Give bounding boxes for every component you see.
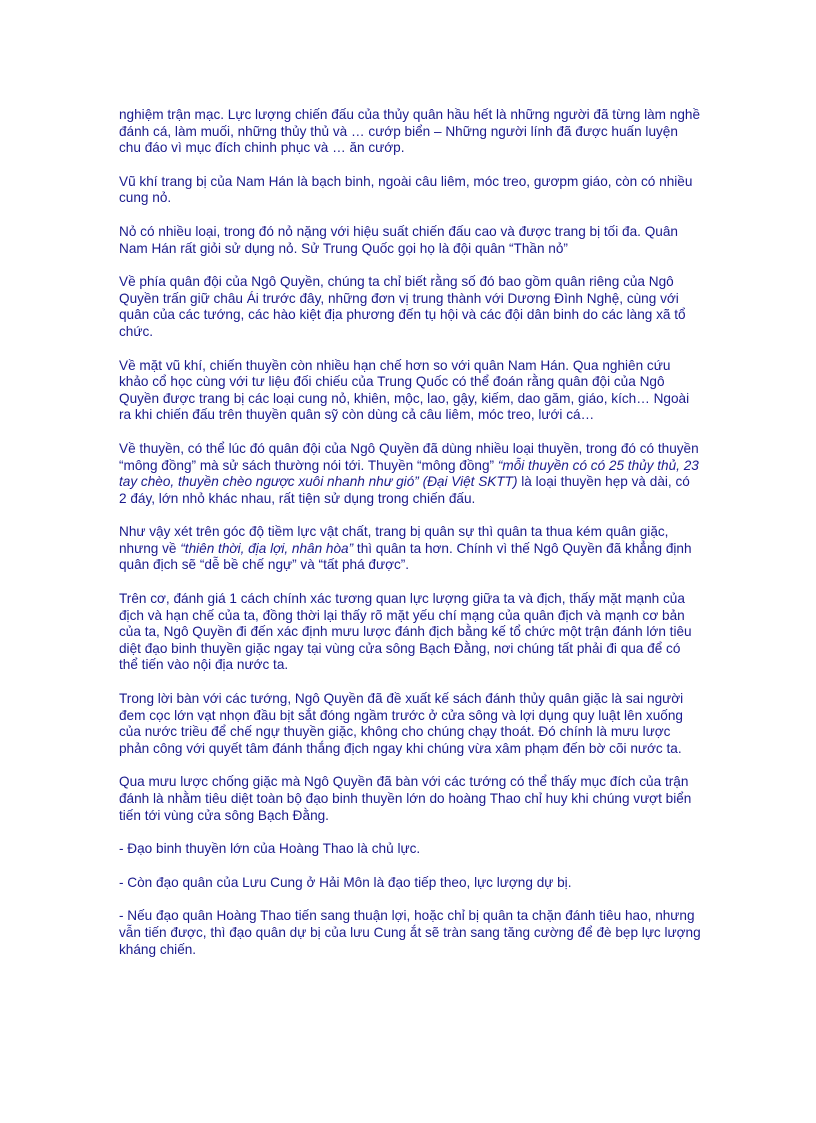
paragraph-11	[119, 841, 701, 858]
paragraph-1	[119, 107, 701, 157]
paragraph-text: - Nếu đạo quân Hoàng Thao tiến sang thuận lợi, hoặc chỉ bị quân ta chặn đánh tiêu hao, nhưng vẫn tiến được, thì đạo quân dự bị của lưu Cung ắt sẽ tràn sang tăng cường để đè bẹp lực lượng kháng chiến.	[119, 908, 701, 957]
paragraph-text: Trên cơ, đánh giá 1 cách chính xác tương quan lực lượng giữa ta và địch, thấy mặt mạnh của địch và hạn chế của ta, đồng thời lại thấy rõ mặt yếu chí mạng của quân địch và mạnh cơ bản của ta, Ngô Quyền đi đến xác định mưu lược đánh địch bằng kế tổ chức một trận đánh lớn tiêu diệt đạo binh thuyền giặc ngay tại vùng cửa sông Bạch Đằng, nơi chúng tất phải đi qua để có thể tiến vào nội địa nước ta.	[119, 591, 692, 673]
paragraph-8	[119, 591, 701, 674]
paragraph-7	[119, 524, 701, 574]
paragraph-10	[119, 774, 701, 824]
paragraph-text: Vũ khí trang bị của Nam Hán là bạch binh, ngoài câu liêm, móc treo, gươpm giáo, còn có nhiều cung nỏ.	[119, 173, 693, 206]
paragraph-9	[119, 691, 701, 757]
paragraph-text: Nỏ có nhiều loại, trong đó nỏ nặng với hiệu suất chiến đấu cao và được trang bị tối đa. Quân Nam Hán rất giỏi sử dụng nỏ. Sử Trung Quốc gọi họ là đội quân “Thần nỏ”	[119, 223, 678, 256]
paragraph-text: Về thuyền, có thể lúc đó quân đội của Ngô Quyền đã dùng nhiều loại thuyền, trong đó có thuyền “mông đồng” mà sử sách thường nói tới. Thuyền “mông đồng”	[119, 440, 699, 473]
document-body	[119, 107, 701, 975]
paragraph-13	[119, 908, 701, 958]
paragraph-5	[119, 358, 701, 424]
paragraph-text: là loại thuyền hẹp và dài, có 2 đáy, lớn nhỏ khác nhau, rất tiện sử dụng trong chiến đấu.	[119, 474, 690, 506]
paragraph-text: Về phía quân đội của Ngô Quyền, chúng ta chỉ biết rằng số đó bao gồm quân riêng của Ngô Quyền trấn giữ châu Ái trước đây, những đơn vị trung thành với Dương Đình Nghệ, cùng với quân của các tướng, các hào kiệt địa phương đến tụ hội và các đội dân binh do các làng xã tổ chức.	[119, 274, 686, 339]
italic-quote: “mỗi thuyền có có 25 thủy thủ, 23 tay chèo, thuyền chèo ngược xuôi nhanh như gió” (Đại Việt SKTT)	[119, 457, 699, 490]
paragraph-text: nghiệm trận mạc. Lực lượng chiến đấu của thủy quân hầu hết là những người đã từng làm nghề đánh cá, làm muối, những thủy thủ và … cướp biển – Những người lính đã được huấn luyện chu đáo vì mục đích chinh phục và … ăn cướp.	[119, 107, 701, 156]
paragraph-text: Như vậy xét trên góc độ tiềm lực vật chất, trang bị quân sự thì quân ta thua kém quân giặc, nhưng về	[119, 524, 669, 556]
italic-quote: “thiên thời, địa lợi, nhân hòa”	[180, 540, 354, 556]
paragraph-text: thì quân ta hơn. Chính vì thế Ngô Quyền đã khẳng định quân địch sẽ “dễ bề chế ngự” và “tất phá được”.	[119, 540, 692, 573]
paragraph-3	[119, 224, 701, 257]
paragraph-4	[119, 274, 701, 340]
paragraph-text: Qua mưu lược chống giặc mà Ngô Quyền đã bàn với các tướng có thể thấy mục đích của trận đánh là nhằm tiêu diệt toàn bộ đạo binh thuyền lớn do hoàng Thao chỉ huy khi chúng vượt biển tiến tới vùng cửa sông Bạch Đằng.	[119, 774, 692, 823]
paragraph-2	[119, 174, 701, 207]
paragraph-text: - Còn đạo quân của Lưu Cung ở Hải Môn là đạo tiếp theo, lực lượng dự bị.	[119, 874, 572, 890]
paragraph-text: - Đạo binh thuyền lớn của Hoàng Thao là chủ lực.	[119, 841, 421, 857]
paragraph-6	[119, 441, 701, 507]
paragraph-text: Trong lời bàn với các tướng, Ngô Quyền đã đề xuất kế sách đánh thủy quân giặc là sai người đem cọc lớn vạt nhọn đầu bịt sắt đóng ngầm trước ở cửa sông và lợi dụng quy luật lên xuống của nước triều để chế ngự thuyền giặc, không cho chúng chạy thoát. Đó chính là mưu lược phản công với quyết tâm đánh thắng địch ngay khi chúng vừa xâm phạm đến bờ cõi nước ta.	[119, 691, 684, 756]
paragraph-text: Về mặt vũ khí, chiến thuyền còn nhiều hạn chế hơn so với quân Nam Hán. Qua nghiên cứu khảo cổ học cùng với tư liệu đối chiếu của Trung Quốc có thể đoán rằng quân đội của Ngô Quyền được trang bị các loại cung nỏ, khiên, mộc, lao, gậy, kiếm, dao găm, giáo, kích… Ngoài ra khi chiến đấu trên thuyền quân sỹ còn dùng cả câu liêm, móc treo, lưới cá…	[119, 357, 690, 423]
paragraph-12	[119, 875, 701, 892]
